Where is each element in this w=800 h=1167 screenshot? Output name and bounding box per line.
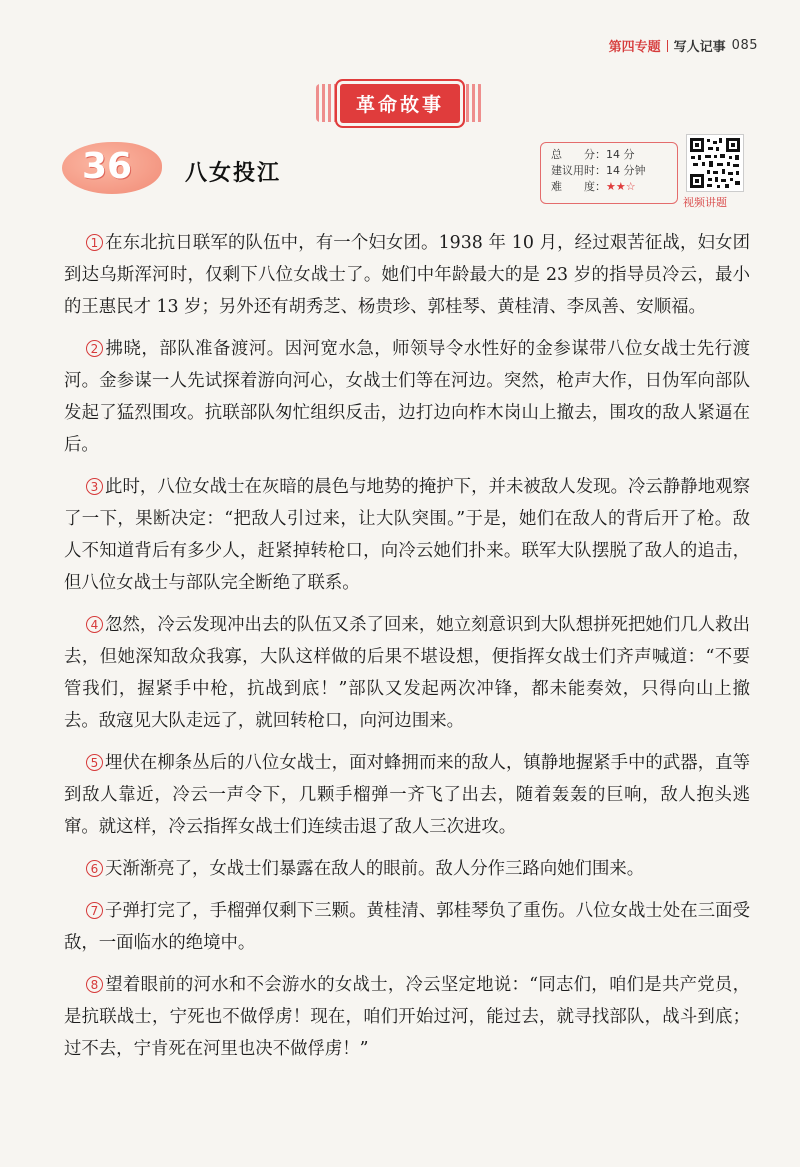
paragraph-text: 在东北抗日联军的队伍中，有一个妇女团。1938 年 10 月，经过艰苦征战，妇女团到达乌斯浑河时，仅剩下八位女战士了。她们中年龄最大的是 23 岁的指导员冷云，最小的王惠民才 13 岁；另外还有胡秀芝、杨贵珍、郭桂琴、黄桂清、李凤善、安顺福。 <box>64 233 750 317</box>
article-body <box>64 227 750 1075</box>
chapter-label: 写人记事 <box>673 40 726 55</box>
page-header <box>609 36 758 55</box>
score-value: 14 分 <box>606 148 635 161</box>
paragraph-number: 2 <box>86 340 103 357</box>
qr-code[interactable] <box>686 134 744 192</box>
time-value: 14 分钟 <box>606 164 646 177</box>
paragraph-number: 5 <box>86 754 103 771</box>
paragraph-text: 天渐渐亮了，女战士们暴露在敌人的眼前。敌人分作三路向她们围来。 <box>105 859 645 879</box>
paragraph-1 <box>64 227 750 323</box>
time-label: 建议用时： <box>551 164 606 177</box>
lesson-title: 八女投江 <box>185 161 282 186</box>
paragraph-2 <box>64 333 750 461</box>
paragraph-8 <box>64 969 750 1065</box>
header-divider <box>667 40 668 52</box>
banner-label: 革命故事 <box>340 84 460 123</box>
paragraph-4 <box>64 609 750 737</box>
difficulty-label: 难 度： <box>551 180 606 193</box>
info-box <box>540 142 678 204</box>
paragraph-text: 子弹打完了，手榴弹仅剩下三颗。黄桂清、郭桂琴负了重伤。八位女战士处在三面受敌，一面临水的绝境中。 <box>64 901 750 953</box>
paragraph-text: 忽然，冷云发现冲出去的队伍又杀了回来，她立刻意识到大队想拼死把她们几人救出去，但她深知敌众我寡，大队这样做的后果不堪设想，便指挥女战士们齐声喊道：“不要管我们，握紧手中枪，抗战到底！”部队又发起两次冲锋，都未能奏效，只得向山上撤去。敌寇见大队走远了，就回转枪口，向河边围来。 <box>64 615 750 731</box>
paragraph-text: 此时，八位女战士在灰暗的晨色与地势的掩护下，并未被敌人发现。冷云静静地观察了一下，果断决定：“把敌人引过来，让大队突围。”于是，她们在敌人的背后开了枪。敌人不知道背后有多少人，赶紧掉转枪口，向冷云她们扑来。联军大队摆脱了敌人的追击，但八位女战士与部队完全断绝了联系。 <box>64 477 750 593</box>
score-label: 总 分： <box>551 148 606 161</box>
section-banner <box>316 84 484 122</box>
paragraph-number: 7 <box>86 902 103 919</box>
score-row <box>551 147 677 163</box>
qr-caption: 视频讲题 <box>683 196 727 209</box>
difficulty-stars: ★★☆ <box>606 180 636 193</box>
paragraph-number: 8 <box>86 976 103 993</box>
paragraph-3 <box>64 471 750 599</box>
paragraph-number: 1 <box>86 234 103 251</box>
paragraph-number: 4 <box>86 616 103 633</box>
paragraph-text: 埋伏在柳条丛后的八位女战士，面对蜂拥而来的敌人，镇静地握紧手中的武器，直等到敌人靠近，冷云一声令下，几颗手榴弹一齐飞了出去，随着轰轰的巨响，敌人抱头逃窜。就这样，冷云指挥女战士们连续击退了敌人三次进攻。 <box>64 753 750 837</box>
topic-label: 第四专题 <box>608 40 661 55</box>
paragraph-number: 3 <box>86 478 103 495</box>
paragraph-text: 拂晓，部队准备渡河。因河宽水急，师领导令水性好的金参谋带八位女战士先行渡河。金参谋一人先试探着游向河心，女战士们等在河边。突然，枪声大作，日伪军向部队发起了猛烈围攻。抗联部队匆忙组织反击，边打边向柞木岗山上撤去，围攻的敌人紧逼在后。 <box>64 339 750 455</box>
page-number: 085 <box>731 38 758 53</box>
lesson-number-badge <box>62 142 162 194</box>
paragraph-text: 望着眼前的河水和不会游水的女战士，冷云坚定地说：“同志们，咱们是共产党员，是抗联战士，宁死也不做俘虏！现在，咱们开始过河，能过去，就寻找部队，战斗到底；过不去，宁肯死在河里也决不做俘虏！” <box>64 975 750 1059</box>
paragraph-7 <box>64 895 750 959</box>
difficulty-row <box>551 179 677 195</box>
time-row <box>551 163 677 179</box>
qr-code-icon <box>687 135 743 191</box>
lesson-number: 36 <box>82 146 133 187</box>
paragraph-5 <box>64 747 750 843</box>
paragraph-6 <box>64 853 750 885</box>
paragraph-number: 6 <box>86 860 103 877</box>
